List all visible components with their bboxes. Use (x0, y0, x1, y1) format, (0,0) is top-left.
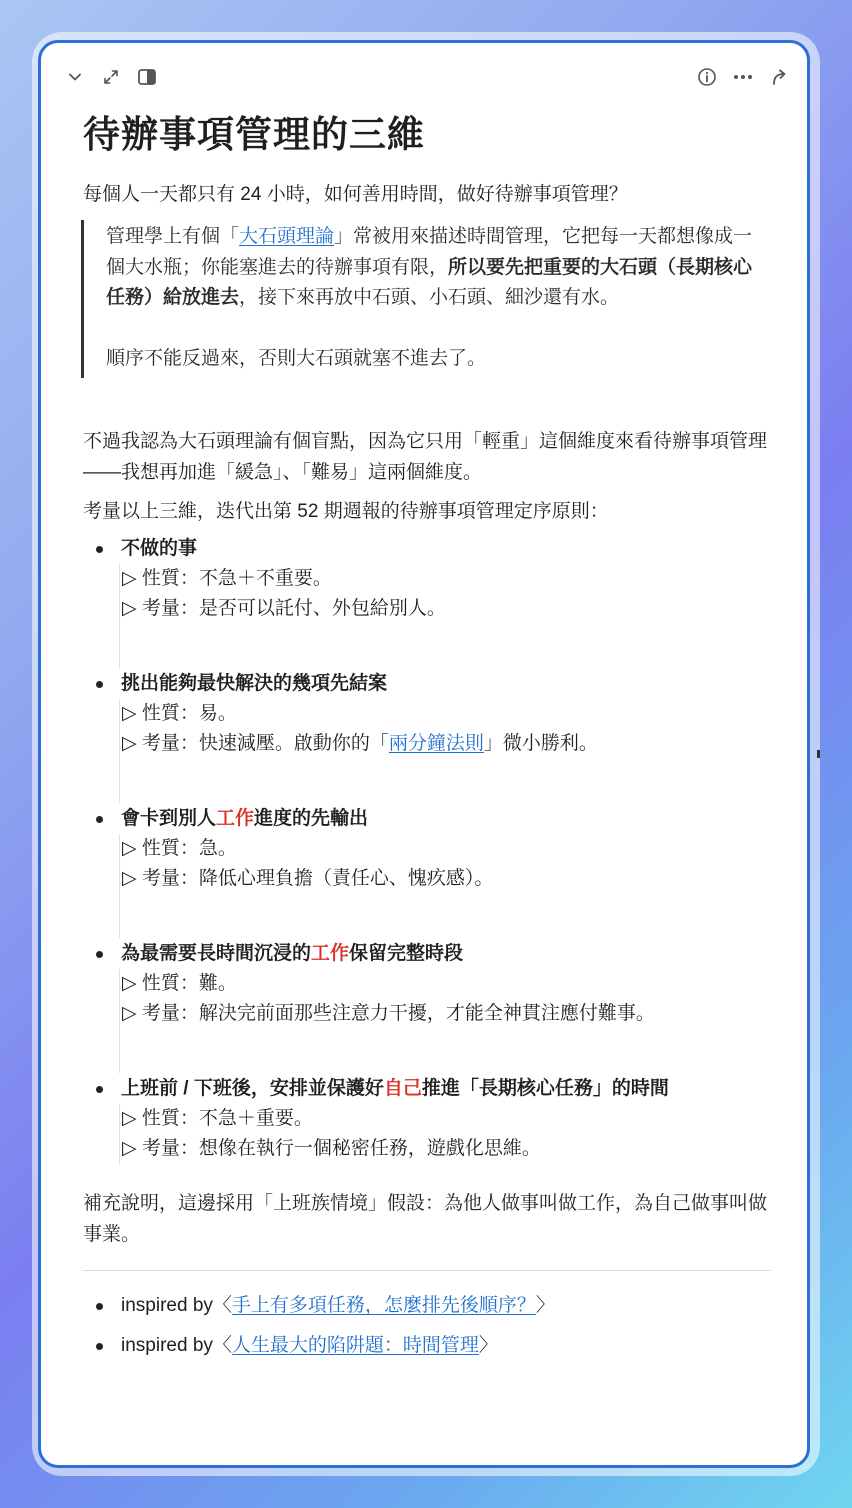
paragraph-blindspot: 不過我認為大石頭理論有個盲點，因為它只用「輕重」這個維度來看待辦事項管理——我想再加進「緩急」、「難易」這兩個維度。 (83, 431, 768, 483)
note-card (38, 40, 810, 1468)
share-icon[interactable] (765, 63, 793, 91)
reference-link[interactable]: 人生最大的陷阱題：時間管理 (231, 1335, 479, 1356)
item-consideration: ▷ 考量：想像在執行一個秘密任務，遊戲化思維。 (122, 1138, 541, 1159)
two-minute-rule-link[interactable]: 兩分鐘法則 (388, 733, 484, 754)
big-rock-theory-link[interactable]: 大石頭理論 (239, 226, 335, 247)
item-nature: ▷ 性質：易。 (122, 703, 237, 724)
quote-paragraph: 管理學上有個「大石頭理論」常被用來描述時間管理，它把每一天都想像成一個大水瓶；你能塞進去的待辦事項有限，所以要先把重要的大石頭（長期核心任務）給放進去，接下來再放中石頭、小石頭、細沙還有水。 (106, 226, 753, 308)
quote-bold-text: 所以要先把重要的大石頭（長期核心任務）給放進去 (106, 256, 753, 308)
expand-icon[interactable] (97, 63, 125, 91)
item-consideration: ▷ 考量：快速減壓。啟動你的「兩分鐘法則」微小勝利。 (122, 733, 598, 754)
side-panel-icon[interactable] (133, 63, 161, 91)
note-content (83, 103, 771, 1371)
intro-paragraph: 每個人一天都只有 24 小時，如何善用時間，做好待辦事項管理？ (83, 184, 628, 205)
more-icon[interactable] (729, 63, 757, 91)
chevron-down-icon[interactable] (61, 63, 89, 91)
item-nature: ▷ 性質：不急＋重要。 (122, 1108, 313, 1129)
list-item (83, 533, 771, 668)
principle-list (83, 533, 771, 1164)
item-title: 為最需要長時間沉浸的工作保留完整時段 (121, 943, 464, 964)
reference-list (83, 1291, 771, 1361)
divider (83, 1270, 771, 1271)
item-consideration: ▷ 考量：降低心理負擔（責任心、愧疚感）。 (122, 868, 494, 889)
item-title: 挑出能夠最快解決的幾項先結案 (121, 673, 388, 694)
item-consideration: ▷ 考量：解決完前面那些注意力干擾，才能全神貫注應付難事。 (122, 1003, 655, 1024)
list-item (83, 803, 771, 938)
item-title: 會卡到別人工作進度的先輸出 (121, 808, 369, 829)
resize-handle[interactable] (817, 750, 820, 758)
quote-paragraph-2: 順序不能反過來，否則大石頭就塞不進去了。 (106, 347, 487, 369)
reference-link[interactable]: 手上有多項任務，怎麼排先後順序？ (231, 1295, 536, 1316)
info-icon[interactable] (693, 63, 721, 91)
paragraph-principles: 考量以上三維，迭代出第 52 期週報的待辦事項管理定序原則： (83, 501, 609, 522)
item-consideration: ▷ 考量：是否可以託付、外包給別人。 (122, 598, 446, 619)
toolbar (41, 63, 807, 93)
reference-item: inspired by〈手上有多項任務，怎麼排先後順序？〉 (83, 1291, 771, 1321)
quote-block (81, 220, 771, 378)
item-nature: ▷ 性質：不急＋不重要。 (122, 568, 332, 589)
list-item (83, 938, 771, 1073)
paragraph-note: 補充說明，這邊採用「上班族情境」假設：為他人做事叫做工作，為自己做事叫做事業。 (83, 1193, 768, 1245)
item-title: 不做的事 (121, 538, 198, 559)
item-nature: ▷ 性質：難。 (122, 973, 237, 994)
list-item (83, 668, 771, 803)
item-nature: ▷ 性質：急。 (122, 838, 237, 859)
item-title: 上班前 / 下班後，安排並保護好自己推進「長期核心任務」的時間 (121, 1078, 669, 1099)
reference-item: inspired by〈人生最大的陷阱題：時間管理〉 (83, 1331, 771, 1361)
page-title: 待辦事項管理的三維 (83, 114, 425, 155)
list-item (83, 1073, 771, 1164)
